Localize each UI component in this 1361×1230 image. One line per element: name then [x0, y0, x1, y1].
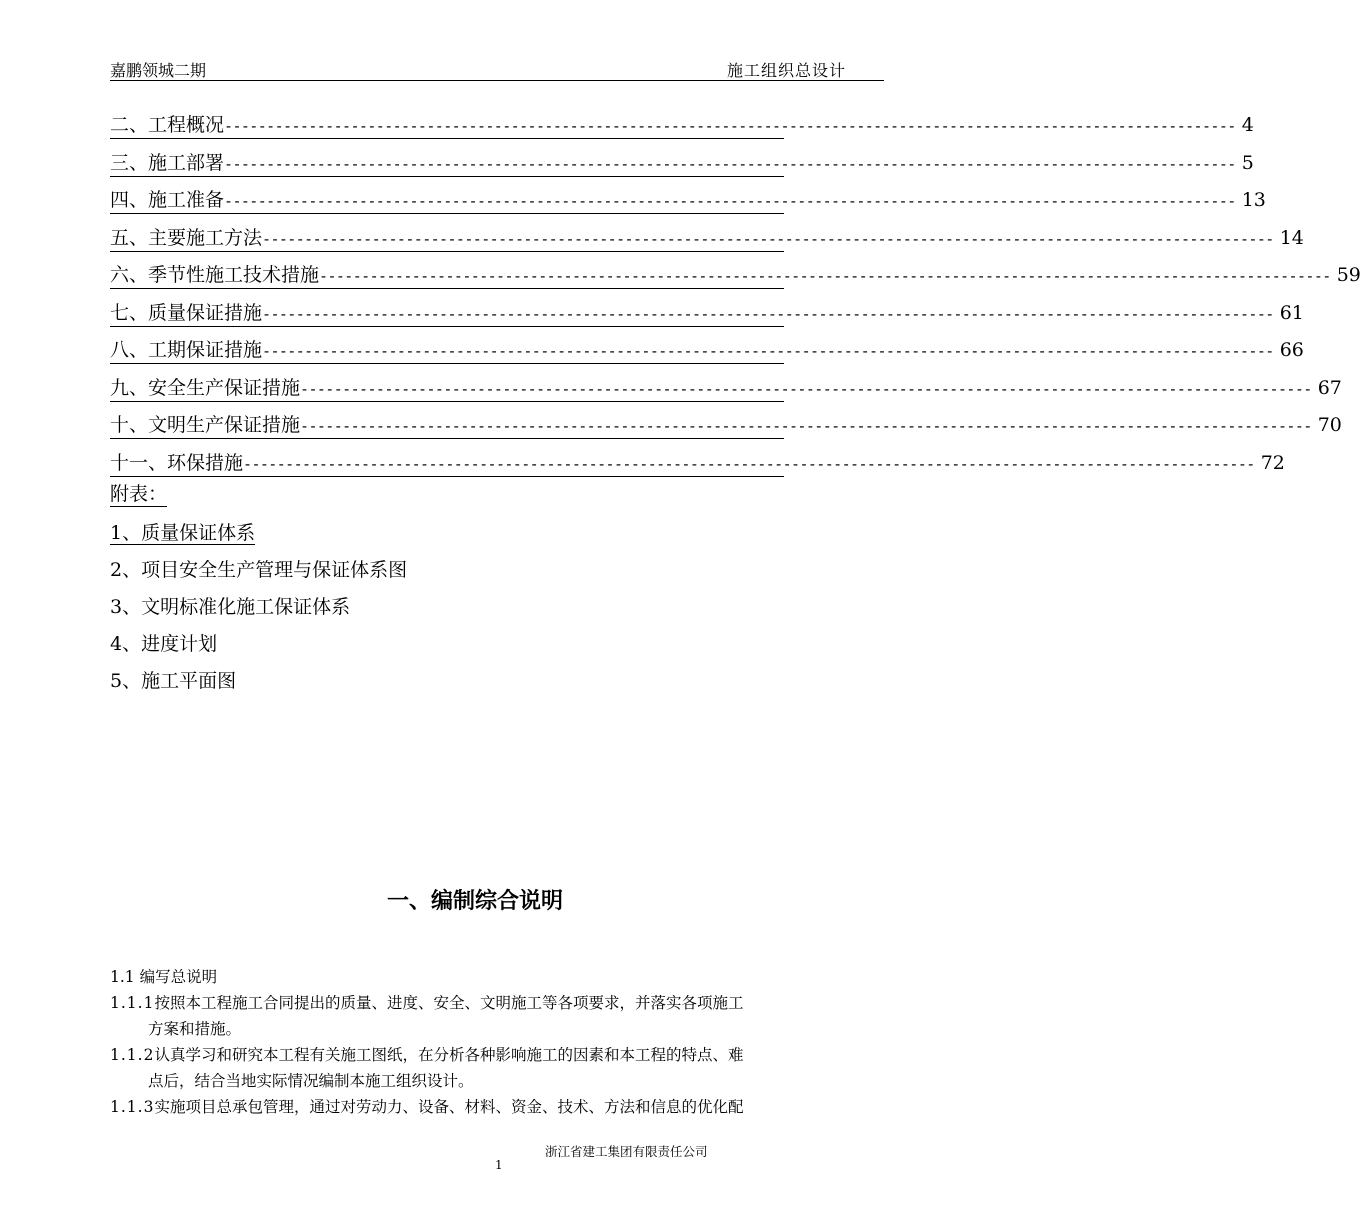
- appendix-item: [110, 631, 407, 668]
- toc-entry-page: 13: [1241, 189, 1266, 211]
- appendix-item: [110, 594, 407, 631]
- appendix-item-label: 1、质量保证体系: [110, 522, 256, 544]
- toc-entry-page: 67: [1317, 376, 1342, 399]
- header-project-name: 嘉鹏领城二期: [110, 61, 207, 80]
- toc-entry-label: 十、文明生产保证措施: [110, 414, 301, 436]
- toc-entry-label: 四、施工准备: [110, 189, 225, 211]
- toc-entry[interactable]: [110, 148, 1254, 186]
- toc-entry[interactable]: [110, 335, 1304, 373]
- appendix-item: [110, 557, 407, 594]
- paragraph: [110, 990, 884, 1016]
- section-body: [110, 966, 884, 1120]
- footer-company: 浙江省建工集团有限责任公司: [545, 1144, 708, 1159]
- appendix-item[interactable]: [110, 520, 407, 557]
- toc-entry[interactable]: [110, 260, 1361, 298]
- paragraph-line: 实施项目总承包管理，通过对劳动力、设备、材料、资金、技术、方法和信息的优化配: [154, 1098, 744, 1116]
- appendix-item-label: 2、项目安全生产管理与保证体系图: [110, 559, 408, 581]
- toc-entry-page: 66: [1279, 339, 1304, 361]
- toc-entry-page: 70: [1317, 414, 1342, 436]
- toc-entry-page: 14: [1279, 226, 1304, 249]
- paragraph: [110, 1094, 884, 1120]
- toc-entry-label: 二、工程概况: [110, 114, 225, 136]
- toc-entry[interactable]: [110, 410, 1342, 448]
- toc-leader: ------------------------------------------------------------------------------------------------------------------------: [224, 154, 1236, 173]
- toc-entry-page: 59: [1336, 264, 1361, 286]
- paragraph-number: 1.1.3: [110, 1098, 155, 1116]
- toc-leader: ------------------------------------------------------------------------------------------------------------------------: [300, 379, 1312, 398]
- appendix-title: 附表：: [110, 483, 168, 505]
- toc-leader: ------------------------------------------------------------------------------------------------------------------------: [262, 229, 1274, 248]
- toc-entry-page: 4: [1241, 114, 1254, 136]
- toc-leader: ------------------------------------------------------------------------------------------------------------------------: [224, 192, 1236, 210]
- appendix-list: [110, 520, 407, 705]
- toc-entry-label: 三、施工部署: [110, 151, 225, 174]
- toc-leader: ------------------------------------------------------------------------------------------------------------------------: [319, 267, 1331, 285]
- toc-entry[interactable]: [110, 298, 1304, 336]
- toc-leader: ------------------------------------------------------------------------------------------------------------------------: [262, 342, 1274, 360]
- toc-entry-page: 5: [1241, 151, 1254, 174]
- paragraph-number: 1.1.1: [110, 994, 155, 1012]
- toc-entry-label: 九、安全生产保证措施: [110, 376, 301, 399]
- toc-leader: ------------------------------------------------------------------------------------------------------------------------: [300, 417, 1312, 435]
- toc-leader: ------------------------------------------------------------------------------------------------------------------------: [243, 454, 1255, 473]
- paragraph-continuation: 点后，结合当地实际情况编制本施工组织设计。: [148, 1072, 474, 1090]
- toc-entry-label: 八、工期保证措施: [110, 339, 263, 361]
- paragraph-line: 按照本工程施工合同提出的质量、进度、安全、文明施工等各项要求，并落实各项施工: [154, 994, 744, 1012]
- section-heading: 一、编制综合说明: [386, 889, 563, 914]
- appendix-item: [110, 668, 407, 705]
- toc-entry-label: 六、季节性施工技术措施: [110, 264, 320, 286]
- toc-leader: ------------------------------------------------------------------------------------------------------------------------: [224, 117, 1236, 135]
- toc-entry-page: 72: [1260, 451, 1285, 474]
- toc-entry-label: 七、质量保证措施: [110, 301, 263, 324]
- toc-entry[interactable]: [110, 448, 1285, 486]
- toc-entry[interactable]: [110, 185, 1266, 223]
- toc-entry[interactable]: [110, 110, 1254, 148]
- appendix-item-label: 3、文明标准化施工保证体系: [110, 596, 351, 618]
- page-number: 1: [495, 1158, 503, 1172]
- toc-entry[interactable]: [110, 223, 1304, 261]
- header-document-title: 施工组织总设计: [726, 61, 846, 80]
- paragraph-continuation: 方案和措施。: [148, 1020, 242, 1038]
- page-header: [110, 58, 884, 81]
- toc-entry-label: 五、主要施工方法: [110, 226, 263, 249]
- toc-leader: ------------------------------------------------------------------------------------------------------------------------: [262, 304, 1274, 323]
- table-of-contents: [110, 110, 1361, 485]
- paragraph: [110, 1042, 884, 1068]
- subsection-heading: 1.1 编写总说明: [110, 968, 218, 986]
- toc-entry-label: 十一、环保措施: [110, 451, 244, 474]
- toc-entry-page: 61: [1279, 301, 1304, 324]
- toc-entry[interactable]: [110, 373, 1342, 411]
- appendix-item-label: 5、施工平面图: [110, 670, 237, 692]
- appendix-item-label: 4、进度计划: [110, 633, 218, 655]
- paragraph-line: 认真学习和研究本工程有关施工图纸，在分析各种影响施工的因素和本工程的特点、难: [154, 1046, 744, 1064]
- paragraph-number: 1.1.2: [110, 1046, 155, 1064]
